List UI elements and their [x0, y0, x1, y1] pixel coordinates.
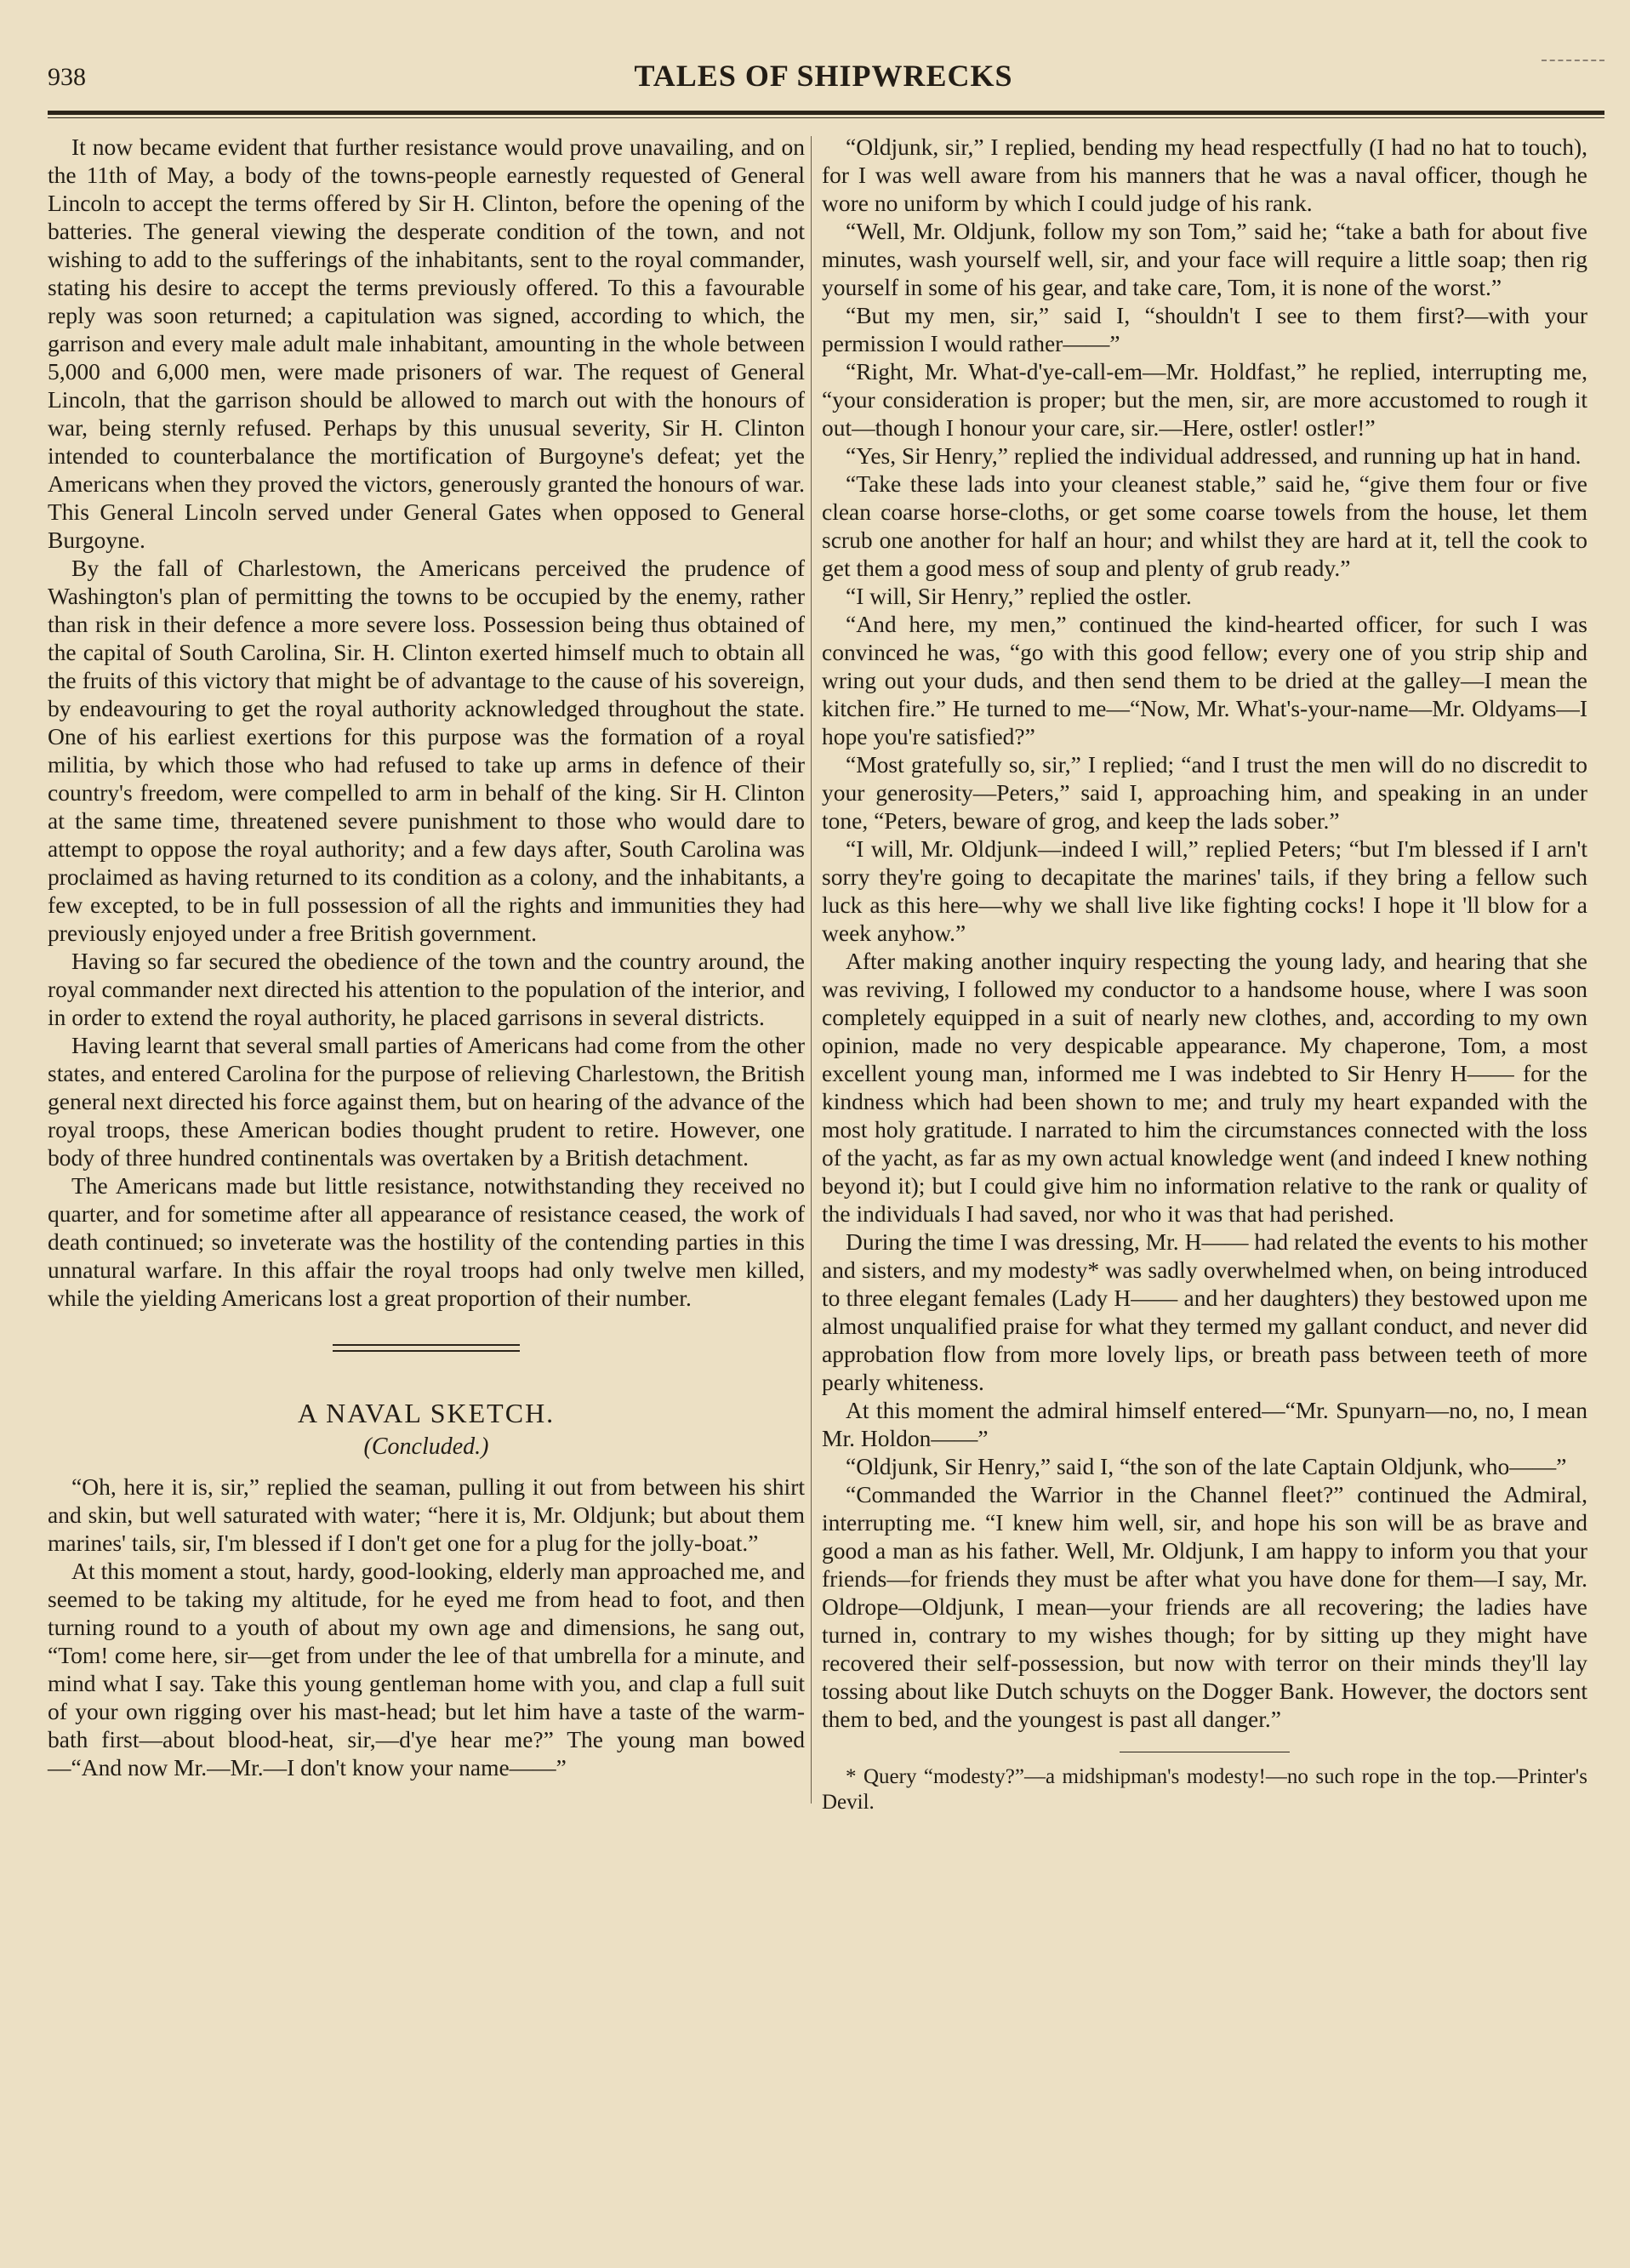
paragraph: At this moment the admiral himself entered—“Mr. Spunyarn—no, no, I mean Mr. Holdon——” [822, 1397, 1587, 1451]
section-subtitle: (Concluded.) [363, 1433, 489, 1460]
paragraph: Having learnt that several small parties of Americans had come from the other states, and entered Carolina for the purpose of relieving Charlestown, the British general next directed his force against them, but on hearing of the advance of the royal troops, these American bodies thought prudent to retire. However, one body of three hundred continentals was overtaken by a British detachment. [48, 1032, 805, 1171]
paragraph: “But my men, sir,” said I, “shouldn't I see to them first?—with your permission I would rather——” [822, 302, 1587, 356]
paragraph: After making another inquiry respecting the young lady, and hearing that she was reviving, I followed my conductor to a handsome house, where I was soon completely equipped in a suit of nearly new clothes, and, according to my own opinion, made no very despicable appearance. My chaperone, Tom, a most excellent young man, informed me I was indebted to Sir Henry H—— for the kindness which had been shown to me; and truly my heart expanded with the most holy gratitude. I narrated to him the circumstances connected with the loss of the yacht, as far as my own actual knowledge went (and indeed I knew nothing beyond it); but I could give him no information relative to the rank or quality of the individuals I had saved, nor who it was that had perished. [822, 948, 1587, 1227]
paragraph: “And here, my men,” continued the kind-hearted officer, for such I was convinced he was, “go with this good fellow; every one of you strip ship and wring out your duds, and then send them to be dried at the galley—I mean the kitchen fire.” He turned to me—“Now, Mr. What's-your-name—Mr. Oldyams—I hope you're satisfied?” [822, 611, 1587, 749]
paragraph: “Oldjunk, sir,” I replied, bending my head respectfully (I had no hat to touch), for I was well aware from his manners that he was a naval officer, though he wore no uniform by which I could judge of his rank. [822, 134, 1587, 216]
paragraph: Having so far secured the obedience of the town and the country around, the royal commander next directed his attention to the population of the interior, and in order to extend the royal authority, he placed garrisons in several districts. [48, 948, 805, 1030]
paragraph: By the fall of Charlestown, the Americans perceived the prudence of Washington's plan of permitting the towns to be occupied by the enemy, rather than risk in their defence a more severe loss. Possession being thus obtained of the capital of South Carolina, Sir. H. Clinton exerted himself much to obtain all the fruits of this victory that might be of advantage to the cause of his sovereign, by endeavouring to get the royal authority acknowledged throughout the state. One of his earliest exertions for this purpose was the formation of a royal militia, by which those who had refused to take up arms in defence of their country's freedom, were compelled to arm in behalf of the king. Sir H. Clinton at the same time, threatened severe punishment to those who would dare to attempt to oppose the royal authority; and a few days after, South Carolina was proclaimed as having returned to its condition as a colony, and the inhabitants, a few excepted, to be in full possession of all the rights and immunities they had previously enjoyed under a free British government. [48, 555, 805, 946]
page-number: 938 [48, 63, 86, 91]
column-divider [811, 136, 812, 1804]
paragraph: The Americans made but little resistance, notwithstanding they received no quarter, and for sometime after all appearance of resistance ceased, the work of death continued; so inveterate was the hostility of the contending parties in this unnatural warfare. In this affair the royal troops had only twelve men killed, while the yielding Americans lost a great proportion of their number. [48, 1172, 805, 1311]
footnote: * Query “modesty?”—a midshipman's modesty!—no such rope in the top.—Printer's Devil. [822, 1765, 1587, 1814]
header-rule [48, 111, 1604, 118]
paragraph: “Oh, here it is, sir,” replied the seaman, pulling it out from between his shirt and skin, but well saturated with water; “here it is, Mr. Oldjunk; but about them marines' tails, sir, I'm blessed if I don't get one for a plug for the jolly-boat.” [48, 1473, 805, 1556]
page-header [48, 53, 1599, 104]
paragraph: “Yes, Sir Henry,” replied the individual addressed, and running up hat in hand. [846, 442, 1582, 469]
paragraph: “Take these lads into your cleanest stable,” said he, “give them four or five clean coarse horse-cloths, or get some coarse towels from the house, let them scrub one another for half an hour; and whilst they are hard at it, tell the cook to get them a good mess of soup and plenty of grub ready.” [822, 470, 1587, 581]
paragraph: “Most gratefully so, sir,” I replied; “and I trust the men will do no discredit to your generosity—Peters,” said I, approaching him, and speaking in an under tone, “Peters, beware of grog, and keep the lads sober.” [822, 751, 1587, 834]
corner-mark [1542, 60, 1604, 70]
running-title: TALES OF SHIPWRECKS [634, 59, 1013, 93]
paragraph: “I will, Mr. Oldjunk—indeed I will,” replied Peters; “but I'm blessed if I arn't sorry they're going to decapitate the marines' tails, if they bring a fellow such luck as this here—why we shall live like fighting cocks! I hope it 'll blow for a week anyhow.” [822, 835, 1587, 946]
paragraph: During the time I was dressing, Mr. H—— had related the events to his mother and sisters, and my modesty* was sadly overwhelmed when, on being introduced to three elegant females (Lady H—— and her daughters) they bestowed upon me almost unqualified praise for what they termed my gallant conduct, and never did approbation flow from more lovely lips, or breath pass between teeth of more pearly whiteness. [822, 1228, 1587, 1395]
paragraph: “I will, Sir Henry,” replied the ostler. [846, 583, 1192, 609]
paragraph: At this moment a stout, hardy, good-looking, elderly man approached me, and seemed to be taking my altitude, for he eyed me from head to foot, and then turning round to a youth of about my own age and dimensions, he sang out, “Tom! come here, sir—get from under the lee of that umbrella for a minute, and mind what I say. Take this young gentleman home with you, and clap a full suit of your own rigging over his mast-head; but let him have a taste of the warm-bath first—about blood-heat, sir,—d'ye hear me?” The young man bowed—“And now Mr.—Mr.—I don't know your name——” [48, 1558, 805, 1781]
paragraph: “Well, Mr. Oldjunk, follow my son Tom,” said he; “take a bath for about five minutes, wash yourself well, sir, and your face will require a little soap; then rig yourself in some of his gear, and take care, Tom, it is none of the worst.” [822, 218, 1587, 300]
left-column [48, 133, 805, 1781]
section-divider [333, 1344, 520, 1352]
paragraph: “Right, Mr. What-d'ye-call-em—Mr. Holdfast,” he replied, interrupting me, “your consideration is proper; but the men, sir, are more accustomed to rough it out—though I honour your care, sir.—Here, ostler! ostler!” [822, 358, 1587, 441]
right-column [822, 133, 1587, 1815]
section-title: A NAVAL SKETCH. [297, 1398, 556, 1428]
paragraph: “Commanded the Warrior in the Channel fleet?” continued the Admiral, interrupting me. “I knew him well, sir, and hope his son will be as brave and good a man as his father. Well, Mr. Oldjunk, I am happy to inform you that your friends—for friends they must be after what you have done for them—I say, Mr. Oldrope—Oldjunk, I mean—your friends are all recovering; the ladies have turned in, contrary to my wishes though; for by sitting up they might have recovered their self-possession, but now with terror on their minds they'll lay tossing about like Dutch schuyts on the Dogger Bank. However, the doctors sent them to bed, and the youngest is past all danger.” [822, 1481, 1587, 1732]
paragraph: It now became evident that further resistance would prove unavailing, and on the 11th of May, a body of the towns-people earnestly requested of General Lincoln to accept the terms offered by Sir H. Clinton, before the opening of the batteries. The general viewing the desperate condition of the town, and not wishing to add to the sufferings of the inhabitants, sent to the royal commander, stating his desire to accept the terms previously offered. To this a favourable reply was soon returned; a capitulation was signed, according to which, the garrison and every male adult male inhabitant, amounting in the whole between 5,000 and 6,000 men, were made prisoners of war. The request of General Lincoln, that the garrison should be allowed to march out with the honours of war, being sternly refused. Perhaps by this unusual severity, Sir H. Clinton intended to counterbalance the mortification of Burgoyne's defeat; yet the Americans when they proved the victors, generously granted the honours of war. This General Lincoln served under General Gates when opposed to General Burgoyne. [48, 134, 805, 553]
paragraph: “Oldjunk, Sir Henry,” said I, “the son of the late Captain Oldjunk, who——” [846, 1453, 1567, 1479]
